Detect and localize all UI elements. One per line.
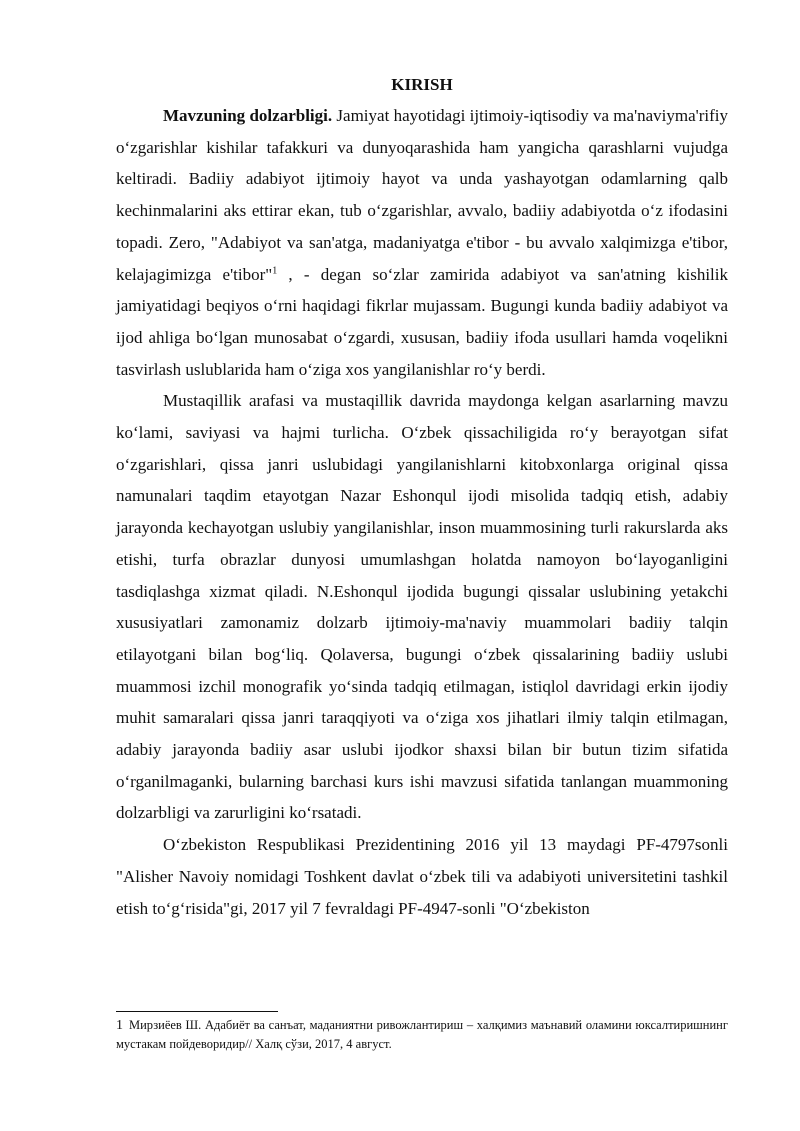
footnote-reference[interactable]: 1	[272, 264, 278, 276]
section-heading-relevance: Mavzuning dolzarbligi.	[163, 106, 333, 125]
document-body	[116, 72, 728, 924]
paragraph-independence: Mustaqillik arafasi va mustaqillik davrida maydonga kelgan asarlarning mavzu ko‘lami, saviyasi va hajmi turlicha. O‘zbek qissachiligida ro‘y berayotgan sifat o‘zgarishlari, qissa janri uslubidagi yangilanishlarni kitobxonlarga original qissa namunalari taqdim etayotgan Nazar Eshonqul ijodi misolida tadqiq etish, adabiy jarayonda kechayotgan uslubiy yangilanishlar, inson muammosining turli rakurslarda aks etishi, turfa obrazlar dunyosi umumlashgan holatda namoyon bo‘layoganligini tasdiqlashga xizmat qiladi. N.Eshonqul ijodida bugungi qissalar uslubining yetakchi xususiyatlari zamonamiz dolzarb ijtimoiy-ma'naviy muammolari badiiy talqin etilayotgani bilan bog‘liq. Qolaversa, bugungi o‘zbek qissalarining badiiy uslubi muammosi izchil monografik yo‘sinda tadqiq etilmagan, istiqlol davridagi erkin ijodiy muhit samaralari qissa janri taraqqiyoti va o‘ziga xos jihatlari ilmiy talqin etilmagan, adabiy jarayonda badiiy asar uslubi ijodkor shaxsi bilan bir butun tizim sifatida o‘rganilmaganki, bularning barchasi kurs ishi mavzusi sifatida tanlangan muammoning dolzarbligi va zarurligini ko‘rsatadi.	[116, 391, 728, 823]
paragraph-decree: O‘zbekiston Respublikasi Prezidentining 2016 yil 13 maydagi PF-4797sonli "Alisher Navoiy nomidagi Toshkent davlat o‘zbek tili va adabiyoti universitetini tashkil etish to‘g‘risida"gi, 2017 yil 7 fevraldagi PF-4947-sonli "O‘zbekiston	[116, 835, 728, 918]
footnote-number: 1	[116, 1018, 123, 1033]
page-title: KIRISH	[391, 75, 453, 94]
paragraph-text: , - degan so‘zlar zamirida adabiyot va san'atning kishilik jamiyatidagi beqiyos o‘rni haqidagi fikrlar mujassam. Bugungi kunda badiiy adabiyot va ijod ahliga bo‘lgan munosabat o‘zgardi, xususan, badiiy ifoda usullari hamda voqelikni tasvirlash uslublarida ham o‘ziga xos yangilanishlar ro‘y berdi.	[116, 264, 729, 379]
paragraph-text: Jamiyat hayotidagi ijtimoiy-iqtisodiy va ma'naviyma'rifiy o‘zgarishlar kishilar tafakkuri va dunyoqarashida ham yangicha qarashlarni vujudga keltiradi. Badiiy adabiyot ijtimoiy hayot va unda yashayotgan odamlarning qalb kechinmalarini aks ettirar ekan, tub o‘zgarishlar, avvalo, badiiy adabiyotda o‘z ifodasini topadi. Zero, "Adabiyot va san'atga, madaniyatga e'tibor - bu avvalo xalqimizga e'tibor, kelajagimizga e'tibor"	[116, 106, 728, 284]
paragraph-relevance	[116, 100, 728, 385]
footnote-text: Мирзиёев Ш. Адабиёт ва санъат, маданиятни ривожлантириш – халқимиз маънавий оламини юксалтиришнинг мустакам пойдеворидир// Халқ сўзи, 2017, 4 август.	[116, 1018, 728, 1051]
footnote	[116, 1016, 728, 1053]
footnote-divider	[116, 1011, 278, 1012]
